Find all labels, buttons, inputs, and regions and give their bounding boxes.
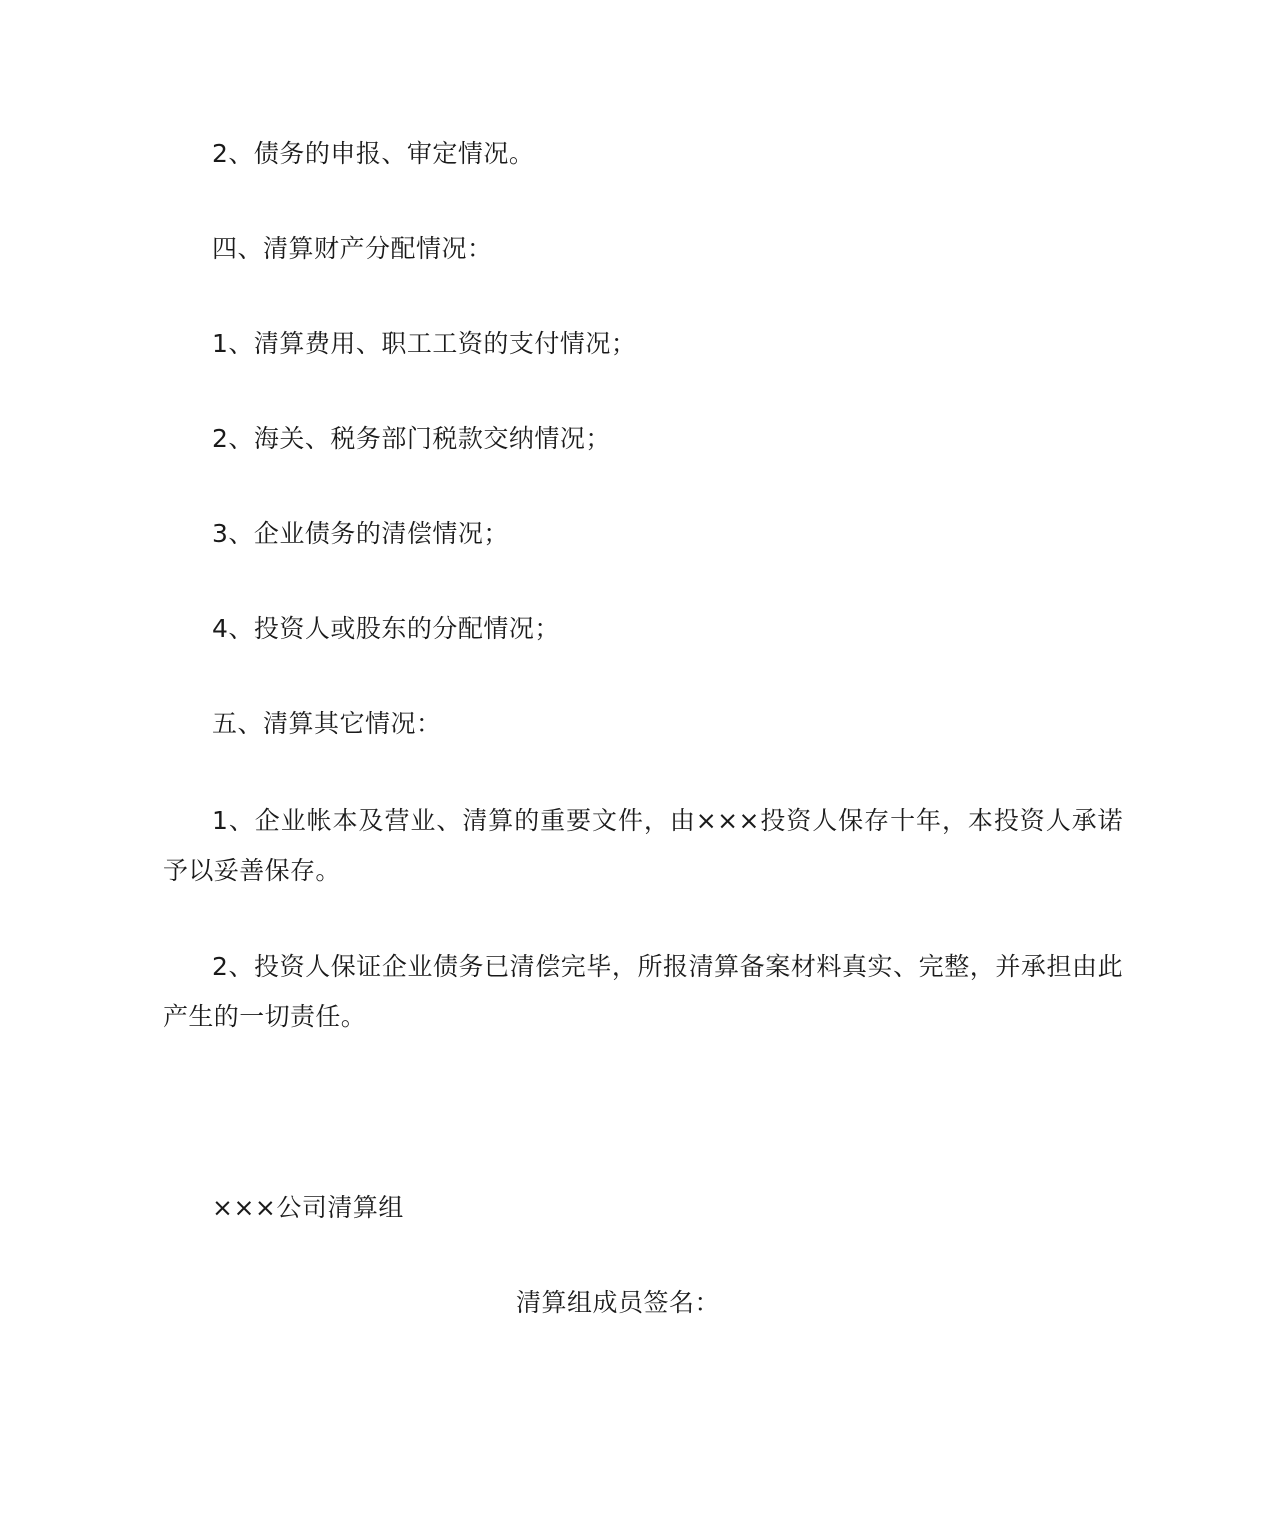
debt-declaration-line: 2、债务的申报、审定情况。 [212, 139, 535, 168]
records-retention-paragraph: 1、企业帐本及营业、清算的重要文件，由×××投资人保存十年，本投资人承诺予以妥善保存。 [163, 806, 1123, 885]
investor-distribution-line: 4、投资人或股东的分配情况； [212, 614, 560, 643]
section-five-heading: 五、清算其它情况： [212, 709, 442, 738]
investor-guarantee-paragraph: 2、投资人保证企业债务已清偿完毕，所报清算备案材料真实、完整，并承担由此产生的一切责任。 [163, 952, 1123, 1031]
clearing-expenses-line: 1、清算费用、职工工资的支付情况； [212, 329, 637, 358]
debt-repayment-line: 3、企业债务的清偿情况； [212, 519, 509, 548]
signature-members-label: 清算组成员签名： [516, 1288, 721, 1317]
signature-organization: ×××公司清算组 [212, 1193, 404, 1222]
section-four-heading: 四、清算财产分配情况： [212, 234, 493, 263]
customs-tax-line: 2、海关、税务部门税款交纳情况； [212, 424, 611, 453]
